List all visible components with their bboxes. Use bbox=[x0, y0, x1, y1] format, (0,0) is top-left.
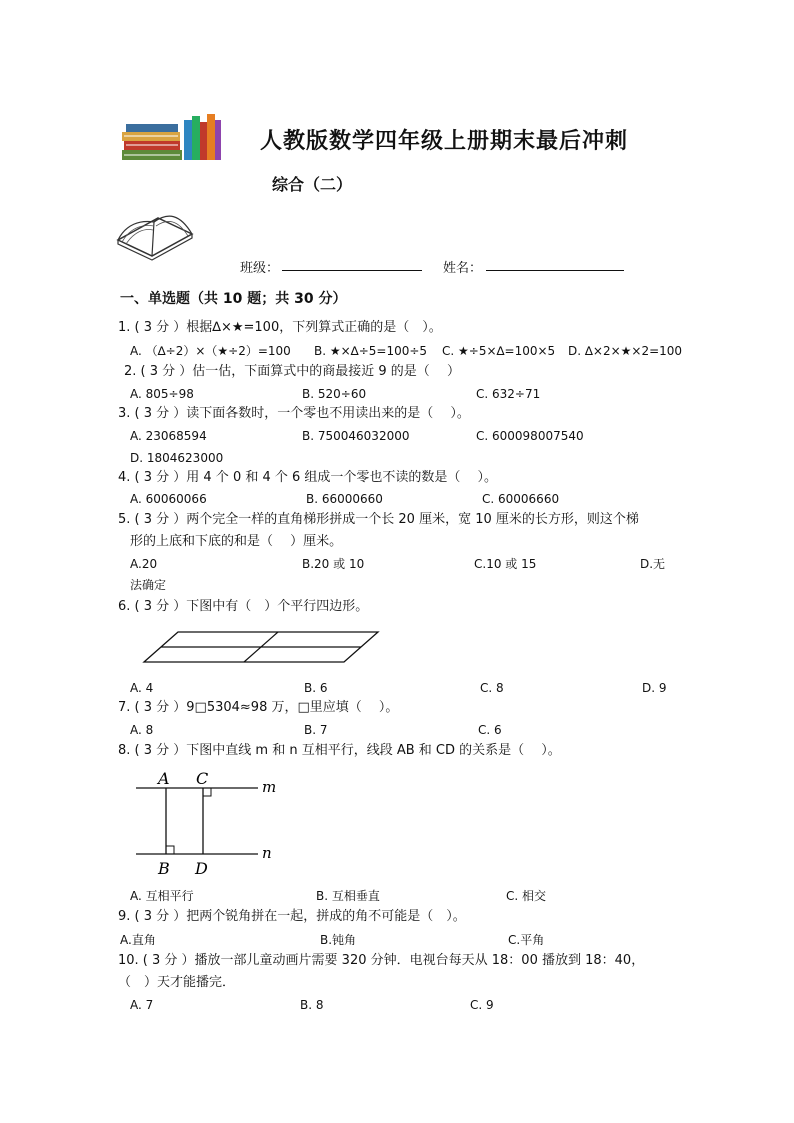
parallelogram-figure bbox=[140, 628, 384, 668]
label-m: m bbox=[262, 778, 277, 796]
question-2-option-c[interactable]: C. 632÷71 bbox=[476, 387, 541, 401]
question-4-option-a[interactable]: A. 60060066 bbox=[130, 492, 207, 506]
question-1-option-a[interactable]: A. （∆÷2）×（★÷2）=100 bbox=[130, 344, 291, 358]
question-8-stem: 8. ( 3 分 ）下图中直线 m 和 n 互相平行，线段 AB 和 CD 的关系是（ ）。 bbox=[118, 743, 561, 758]
question-9-stem: 9. ( 3 分 ）把两个锐角拼在一起，拼成的角不可能是（ ）。 bbox=[118, 909, 466, 924]
name-input-line[interactable] bbox=[486, 270, 624, 271]
question-4-option-c[interactable]: C. 60006660 bbox=[482, 492, 560, 506]
question-3-option-d[interactable]: D. 1804623000 bbox=[130, 451, 224, 465]
question-7-option-a[interactable]: A. 8 bbox=[130, 723, 154, 737]
question-7-option-c[interactable]: C. 6 bbox=[478, 723, 502, 737]
question-8-option-a[interactable]: A. 互相平行 bbox=[130, 889, 194, 903]
label-b: B bbox=[158, 859, 170, 878]
question-2-stem: 2. ( 3 分 ）估一估，下面算式中的商最接近 9 的是（ ） bbox=[124, 364, 460, 379]
section-heading: 一、单选题（共 10 题；共 30 分） bbox=[120, 291, 347, 307]
question-3-option-c[interactable]: C. 600098007540 bbox=[476, 429, 584, 443]
question-10-option-b[interactable]: B. 8 bbox=[300, 998, 324, 1012]
question-4-stem: 4. ( 3 分 ）用 4 个 0 和 4 个 6 组成一个零也不读的数是（ ）。 bbox=[118, 470, 498, 485]
document-subtitle: 综合（二） bbox=[272, 175, 353, 194]
question-5-option-c[interactable]: C.10 或 15 bbox=[474, 557, 537, 571]
question-1-stem: 1. ( 3 分 ）根据∆×★=100，下列算式正确的是（ ）。 bbox=[118, 320, 442, 335]
question-2-option-a[interactable]: A. 805÷98 bbox=[130, 387, 194, 401]
label-d: D bbox=[195, 859, 208, 878]
question-6-option-a[interactable]: A. 4 bbox=[130, 681, 154, 695]
question-9-option-a[interactable]: A.直角 bbox=[120, 933, 156, 947]
question-1-option-d[interactable]: D. ∆×2×★×2=100 bbox=[568, 344, 683, 358]
label-a: A bbox=[158, 769, 170, 788]
question-5-option-b[interactable]: B.20 或 10 bbox=[302, 557, 365, 571]
question-6-option-d[interactable]: D. 9 bbox=[642, 681, 667, 695]
question-1-option-c[interactable]: C. ★÷5×∆=100×5 bbox=[442, 344, 556, 358]
parallel-lines-figure bbox=[132, 766, 282, 880]
question-3-stem: 3. ( 3 分 ）读下面各数时，一个零也不用读出来的是（ ）。 bbox=[118, 406, 470, 421]
label-n: n bbox=[262, 844, 272, 862]
question-7-option-b[interactable]: B. 7 bbox=[304, 723, 328, 737]
question-3-option-b[interactable]: B. 750046032000 bbox=[302, 429, 410, 443]
open-book-icon bbox=[112, 204, 198, 262]
question-5-option-d-wrap: 法确定 bbox=[130, 578, 167, 592]
question-4-option-b[interactable]: B. 66000660 bbox=[306, 492, 383, 506]
question-6-stem: 6. ( 3 分 ）下图中有（ ）个平行四边形。 bbox=[118, 599, 369, 614]
question-8-option-c[interactable]: C. 相交 bbox=[506, 889, 547, 903]
question-5-stem-line2: 形的上底和下底的和是（ ）厘米。 bbox=[130, 534, 343, 549]
question-10-stem-line1: 10. ( 3 分 ）播放一部儿童动画片需要 320 分钟．电视台每天从 18：00 播放到 18：40， bbox=[118, 953, 645, 968]
question-7-stem: 7. ( 3 分 ）9□5304≈98 万，□里应填（ ）。 bbox=[118, 700, 399, 715]
name-label: 姓名： bbox=[443, 261, 483, 276]
label-c: C bbox=[196, 769, 209, 788]
question-1-option-b[interactable]: B. ★×∆÷5=100÷5 bbox=[314, 344, 428, 358]
question-6-option-c[interactable]: C. 8 bbox=[480, 681, 504, 695]
question-10-option-c[interactable]: C. 9 bbox=[470, 998, 494, 1012]
question-10-stem-line2: （ ）天才能播完． bbox=[118, 975, 236, 990]
question-6-option-b[interactable]: B. 6 bbox=[304, 681, 328, 695]
right-angle-c bbox=[203, 788, 211, 796]
books-icon bbox=[120, 112, 222, 164]
class-input-line[interactable] bbox=[282, 270, 422, 271]
question-2-option-b[interactable]: B. 520÷60 bbox=[302, 387, 367, 401]
right-angle-b bbox=[166, 846, 174, 854]
question-10-option-a[interactable]: A. 7 bbox=[130, 998, 154, 1012]
document-title: 人教版数学四年级上册期末最后冲刺 bbox=[260, 128, 629, 154]
question-3-option-a[interactable]: A. 23068594 bbox=[130, 429, 207, 443]
question-8-option-b[interactable]: B. 互相垂直 bbox=[316, 889, 380, 903]
class-label: 班级： bbox=[240, 261, 280, 276]
question-9-option-b[interactable]: B.钝角 bbox=[320, 933, 357, 947]
question-5-option-a[interactable]: A.20 bbox=[130, 557, 158, 571]
question-5-option-d[interactable]: D.无 bbox=[640, 557, 666, 571]
question-9-option-c[interactable]: C.平角 bbox=[508, 933, 545, 947]
question-5-stem-line1: 5. ( 3 分 ）两个完全一样的直角梯形拼成一个长 20 厘米，宽 10 厘米的长方形，则这个梯 bbox=[118, 512, 639, 527]
